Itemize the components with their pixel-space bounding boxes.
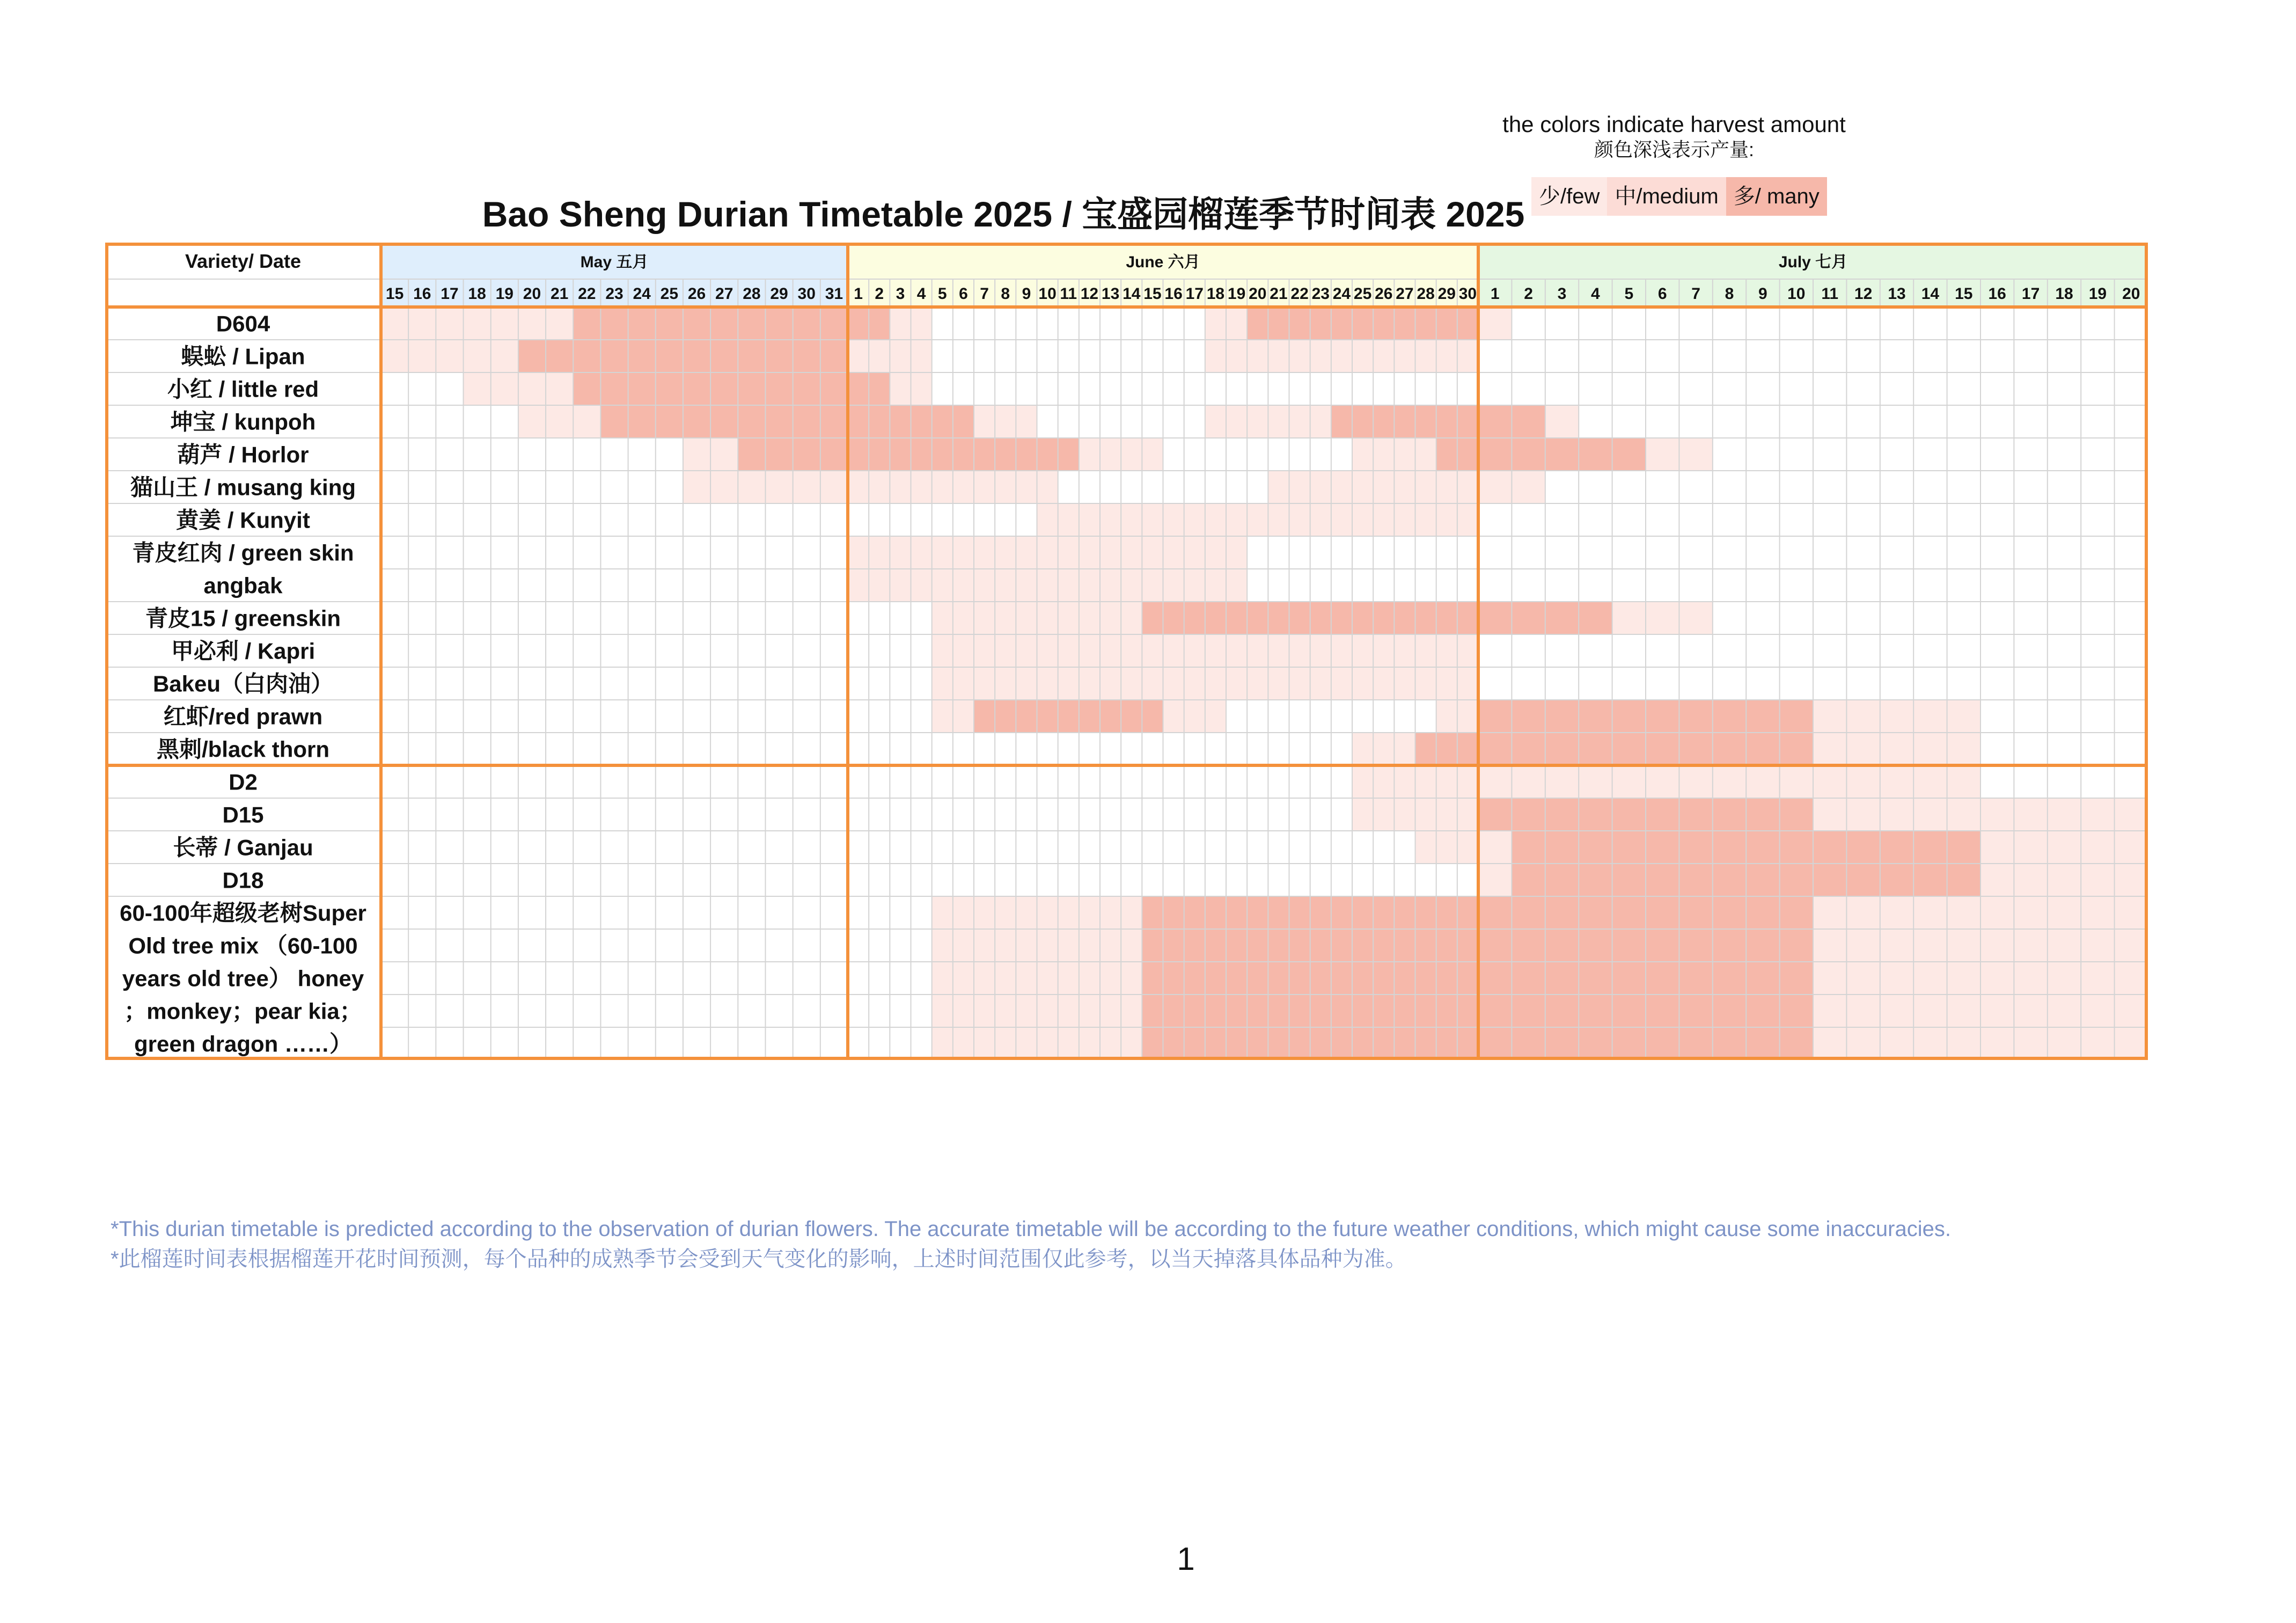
day-label: 6	[959, 285, 968, 303]
day-label: 26	[1375, 285, 1393, 303]
harvest-band	[600, 405, 974, 438]
day-label: 14	[1921, 285, 1940, 303]
legend-few-swatch: 少/few	[1531, 177, 1607, 216]
variety-label: 蜈蚣 / Lipan	[181, 343, 305, 369]
legend-note	[1395, 111, 1953, 162]
harvest-band	[738, 438, 1079, 471]
variety-label: 红虾/red prawn	[163, 704, 323, 729]
day-label: 17	[1185, 285, 1204, 303]
variety-label: ；monkey；pear kia；	[124, 998, 362, 1024]
harvest-band	[1037, 503, 1479, 536]
variety-label: D2	[229, 769, 258, 795]
variety-label: 长蒂 / Ganjau	[173, 835, 313, 860]
day-label: 13	[1101, 285, 1120, 303]
variety-label: 60-100年超级老树Super	[120, 900, 366, 926]
variety-label: 甲必利 / Kapri	[171, 638, 316, 664]
harvest-band	[974, 405, 1037, 438]
day-label: 30	[797, 285, 816, 303]
variety-label: D18	[222, 867, 264, 893]
day-label: 15	[1143, 285, 1162, 303]
day-label: 11	[1821, 285, 1839, 303]
harvest-band	[683, 471, 1058, 503]
variety-label: angbak	[203, 573, 283, 598]
day-label: 14	[1123, 285, 1141, 303]
variety-label: Bakeu（白肉油）	[152, 671, 334, 697]
legend-keys	[1531, 177, 1827, 216]
variety-label: 青皮15 / greenskin	[145, 605, 341, 631]
harvest-band	[1478, 864, 1512, 896]
day-label: 9	[1758, 285, 1767, 303]
day-label: 24	[1332, 285, 1351, 303]
day-label: 16	[1988, 285, 2006, 303]
day-label: 16	[413, 285, 431, 303]
day-label: 7	[980, 285, 989, 303]
month-label: June 六月	[1126, 253, 1200, 271]
harvest-band	[1478, 307, 1512, 340]
day-label: 29	[770, 285, 788, 303]
day-label: 3	[896, 285, 905, 303]
harvest-band	[1813, 700, 1980, 733]
day-label: 1	[854, 285, 863, 303]
day-label: 10	[1787, 285, 1806, 303]
day-label: 4	[916, 285, 926, 303]
variety-label: 青皮红肉 / green skin	[132, 540, 354, 566]
harvest-band	[573, 307, 890, 340]
harvest-band	[1545, 405, 1579, 438]
day-label: 1	[1490, 285, 1500, 303]
harvest-band	[1980, 831, 2148, 864]
harvest-band	[381, 340, 518, 372]
harvest-band	[1612, 602, 1713, 634]
day-label: 31	[825, 285, 843, 303]
day-label: 17	[441, 285, 459, 303]
harvest-band	[1813, 733, 1980, 765]
variety-label: 小红 / little red	[167, 376, 319, 402]
harvest-band	[381, 307, 573, 340]
month-label: July 七月	[1778, 253, 1848, 271]
variety-label: 坤宝 / kunpoh	[170, 409, 316, 435]
harvest-band	[1352, 733, 1415, 765]
variety-label: green dragon ……）	[134, 1031, 353, 1057]
harvest-band	[974, 700, 1163, 733]
legend-note-zh: 颜色深浅表示产量:	[1594, 138, 1754, 161]
day-label: 20	[1249, 285, 1267, 303]
variety-label: 黄姜 / Kunyit	[176, 507, 310, 533]
day-label: 20	[2122, 285, 2140, 303]
day-label: 7	[1691, 285, 1700, 303]
day-label: 18	[2055, 285, 2073, 303]
day-label: 11	[1060, 285, 1077, 303]
variety-label: 葫芦 / Horlor	[177, 442, 309, 467]
day-label: 23	[1311, 285, 1330, 303]
day-label: 6	[1657, 285, 1667, 303]
day-label: 13	[1888, 285, 1906, 303]
day-label: 27	[1396, 285, 1414, 303]
harvest-band	[573, 372, 890, 405]
day-label: 26	[687, 285, 706, 303]
day-label: 16	[1164, 285, 1183, 303]
day-label: 19	[1227, 285, 1246, 303]
day-label: 24	[633, 285, 651, 303]
harvest-band	[1142, 602, 1612, 634]
page-title: Bao Sheng Durian Timetable 2025 / 宝盛园榴莲季节时间表 2025	[482, 194, 1525, 234]
day-label: 22	[1290, 285, 1309, 303]
day-label: 15	[1955, 285, 1973, 303]
page-number: 1	[1177, 1541, 1195, 1577]
day-label: 3	[1557, 285, 1567, 303]
day-label: 21	[1270, 285, 1288, 303]
legend-medium-swatch: 中/medium	[1607, 177, 1726, 216]
legend-note-en: the colors indicate harvest amount	[1502, 112, 1846, 137]
harvest-band	[1205, 340, 1478, 372]
day-label: 18	[1206, 285, 1225, 303]
day-label: 12	[1854, 285, 1873, 303]
day-label: 27	[715, 285, 733, 303]
day-label: 18	[468, 285, 486, 303]
harvest-band	[1980, 864, 2148, 896]
day-label: 2	[875, 285, 884, 303]
day-label: 9	[1022, 285, 1031, 303]
day-label: 20	[523, 285, 541, 303]
variety-label: D15	[222, 802, 264, 828]
month-label: May 五月	[580, 253, 649, 271]
day-label: 22	[578, 285, 596, 303]
day-label: 12	[1080, 285, 1099, 303]
day-label: 23	[605, 285, 623, 303]
day-label: 2	[1524, 285, 1533, 303]
variety-label: 黑刺/black thorn	[156, 736, 330, 762]
day-label: 19	[495, 285, 514, 303]
day-label: 5	[1624, 285, 1634, 303]
harvest-band	[1247, 307, 1478, 340]
day-label: 25	[660, 285, 679, 303]
day-label: 8	[1725, 285, 1734, 303]
day-label: 25	[1353, 285, 1372, 303]
day-label: 28	[743, 285, 761, 303]
harvest-band	[1415, 831, 1512, 864]
day-label: 10	[1038, 285, 1057, 303]
harvest-band	[1415, 733, 1814, 765]
harvest-band	[1331, 405, 1545, 438]
day-label: 29	[1437, 285, 1456, 303]
corner-label: Variety/ Date	[185, 250, 302, 272]
footnote-en: *This durian timetable is predicted according to the observation of durian flowers. The accurate timetable will be according to the future weather conditions, which might cause some inaccuracies.	[111, 1217, 1951, 1241]
day-label: 19	[2088, 285, 2107, 303]
harvest-band	[1436, 438, 1646, 471]
harvest-band	[1352, 765, 1980, 798]
day-label: 21	[550, 285, 569, 303]
day-label: 30	[1458, 285, 1477, 303]
variety-label: D604	[216, 311, 270, 337]
timetable-grid	[105, 243, 2140, 1182]
day-label: 5	[937, 285, 947, 303]
timetable-svg	[105, 243, 2140, 1182]
day-label: 17	[2021, 285, 2040, 303]
variety-label: 猫山王 / musang king	[130, 474, 356, 500]
footnote-zh: *此榴莲时间表根据榴莲开花时间预测，每个品种的成熟季节会受到天气变化的影响，上述时间范围仅此参考，以当天掉落具体品种为准。	[111, 1247, 1407, 1271]
day-label: 8	[1001, 285, 1010, 303]
variety-label: years old tree） honey	[122, 966, 364, 991]
legend-many-swatch: 多/ many	[1726, 177, 1827, 216]
harvest-band	[518, 405, 601, 438]
variety-label: Old tree mix （60-100	[128, 933, 358, 959]
day-label: 15	[385, 285, 404, 303]
footnotes	[111, 1214, 1951, 1274]
day-label: 4	[1591, 285, 1600, 303]
day-label: 28	[1417, 285, 1435, 303]
harvest-band	[1163, 700, 1227, 733]
